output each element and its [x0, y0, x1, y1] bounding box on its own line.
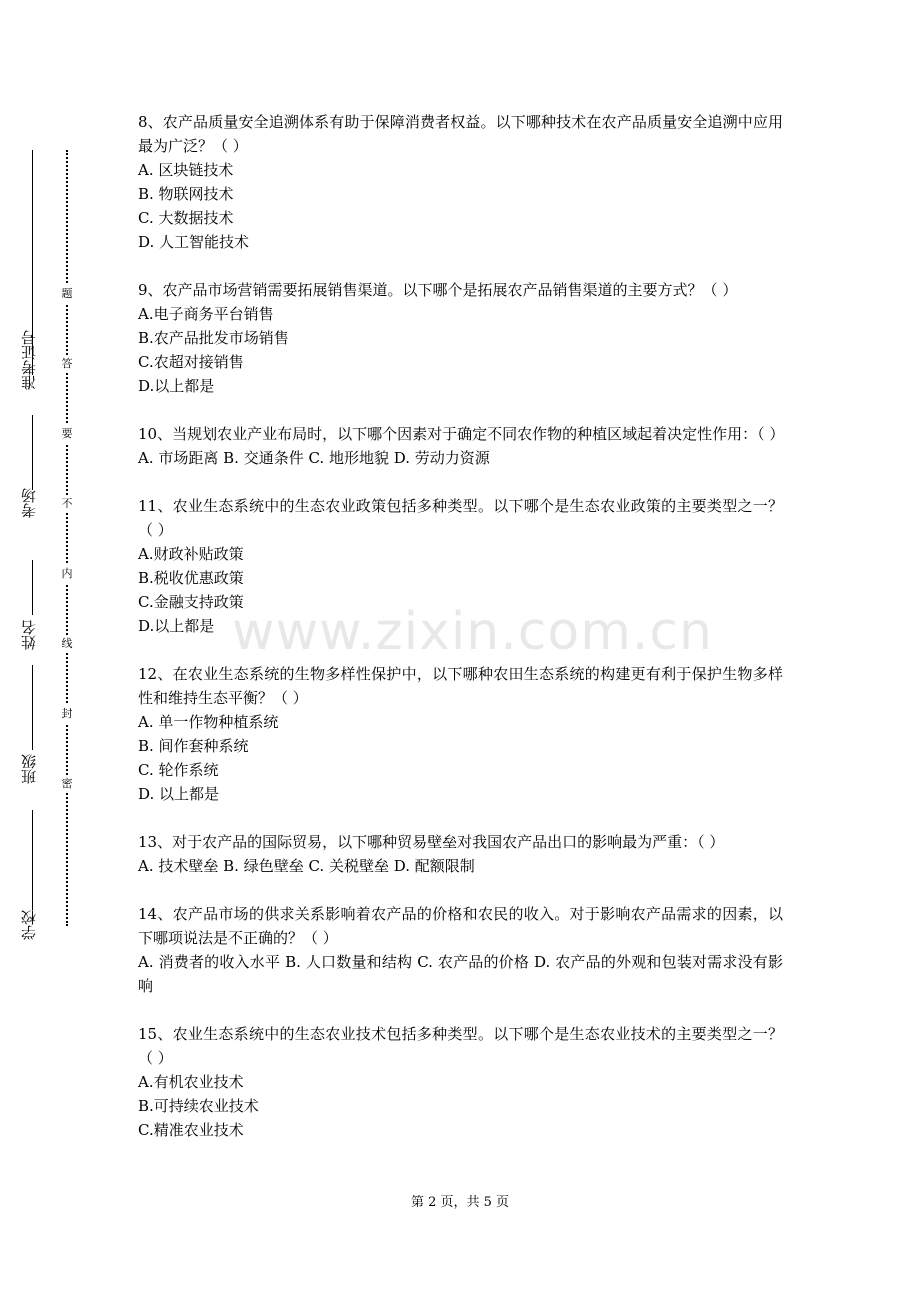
option: B. 物联网技术 [138, 185, 234, 203]
question-8 [138, 110, 783, 254]
seal-char: 封 [58, 705, 76, 723]
question-stem: 8、农产品质量安全追溯体系有助于保障消费者权益。以下哪种技术在农产品质量安全追溯中应用最为广泛？（ ） [138, 113, 783, 155]
seal-char: 密 [58, 775, 76, 793]
question-stem: 9、农产品市场营销需要拓展销售渠道。以下哪个是拓展农产品销售渠道的主要方式？（ ） [138, 281, 738, 299]
page-number: 第 2 页，共 5 页 [410, 1195, 510, 1210]
seal-line [66, 150, 68, 926]
option: A.电子商务平台销售 [138, 305, 274, 323]
exam-id-label: 准考证号 [20, 330, 38, 390]
option: C.精准农业技术 [138, 1121, 244, 1139]
class-underline [32, 665, 33, 750]
name-underline [32, 560, 33, 615]
option: B.可持续农业技术 [138, 1097, 259, 1115]
option: C.金融支持政策 [138, 593, 244, 611]
option: A. 区块链技术 [138, 161, 234, 179]
question-13 [138, 830, 783, 878]
question-stem: 10、当规划农业产业布局时，以下哪个因素对于确定不同农作物的种植区域起着决定性作用：（ ） [138, 425, 785, 443]
class-label: 班级 [20, 754, 38, 784]
school-label: 学校 [20, 910, 38, 940]
seal-char: 不 [58, 495, 76, 513]
seal-char: 要 [58, 425, 76, 443]
option: D. 人工智能技术 [138, 233, 250, 251]
school-underline [32, 810, 33, 910]
question-14 [138, 902, 783, 998]
option: D.以上都是 [138, 377, 215, 395]
binding-margin [0, 0, 100, 1302]
option: C. 轮作系统 [138, 761, 219, 779]
question-9 [138, 278, 783, 398]
question-15 [138, 1022, 783, 1142]
seal-char: 内 [58, 565, 76, 583]
question-stem: 12、在农业生态系统的生物多样性保护中，以下哪种农田生态系统的构建更有利于保护生物多样性和维持生态平衡？（ ） [138, 665, 783, 707]
exam-room-underline [32, 415, 33, 490]
seal-char: 答 [58, 355, 76, 373]
question-10 [138, 422, 783, 470]
question-stem: 11、农业生态系统中的生态农业政策包括多种类型。以下哪个是生态农业政策的主要类型之一？（ ） [138, 497, 783, 539]
option: B. 间作套种系统 [138, 737, 249, 755]
option: A.有机农业技术 [138, 1073, 244, 1091]
watermark: www.zixin.com.cn [232, 602, 713, 662]
seal-char: 题 [58, 285, 76, 303]
option-line: A. 技术壁垒 B. 绿色壁垒 C. 关税壁垒 D. 配额限制 [138, 857, 475, 875]
option: A.财政补贴政策 [138, 545, 244, 563]
seal-char: 线 [58, 635, 76, 653]
name-label: 姓名 [20, 620, 38, 650]
option: C. 大数据技术 [138, 209, 234, 227]
exam-room-label: 考场 [20, 488, 38, 518]
option: D.以上都是 [138, 617, 215, 635]
option: D. 以上都是 [138, 785, 220, 803]
question-12 [138, 662, 783, 806]
option-line: A. 市场距离 B. 交通条件 C. 地形地貌 D. 劳动力资源 [138, 449, 490, 467]
option-line: A. 消费者的收入水平 B. 人口数量和结构 C. 农产品的价格 D. 农产品的外观和包装对需求没有影响 [138, 953, 783, 995]
option: A. 单一作物种植系统 [138, 713, 279, 731]
option: B.农产品批发市场销售 [138, 329, 289, 347]
question-stem: 13、对于农产品的国际贸易，以下哪种贸易壁垒对我国农产品出口的影响最为严重：（ ） [138, 833, 725, 851]
option: B.税收优惠政策 [138, 569, 244, 587]
option: C.农超对接销售 [138, 353, 244, 371]
question-stem: 15、农业生态系统中的生态农业技术包括多种类型。以下哪个是生态农业技术的主要类型之一？（ ） [138, 1025, 783, 1067]
question-stem: 14、农产品市场的供求关系影响着农产品的价格和农民的收入。对于影响农产品需求的因素，以下哪项说法是不正确的？（ ） [138, 905, 783, 947]
